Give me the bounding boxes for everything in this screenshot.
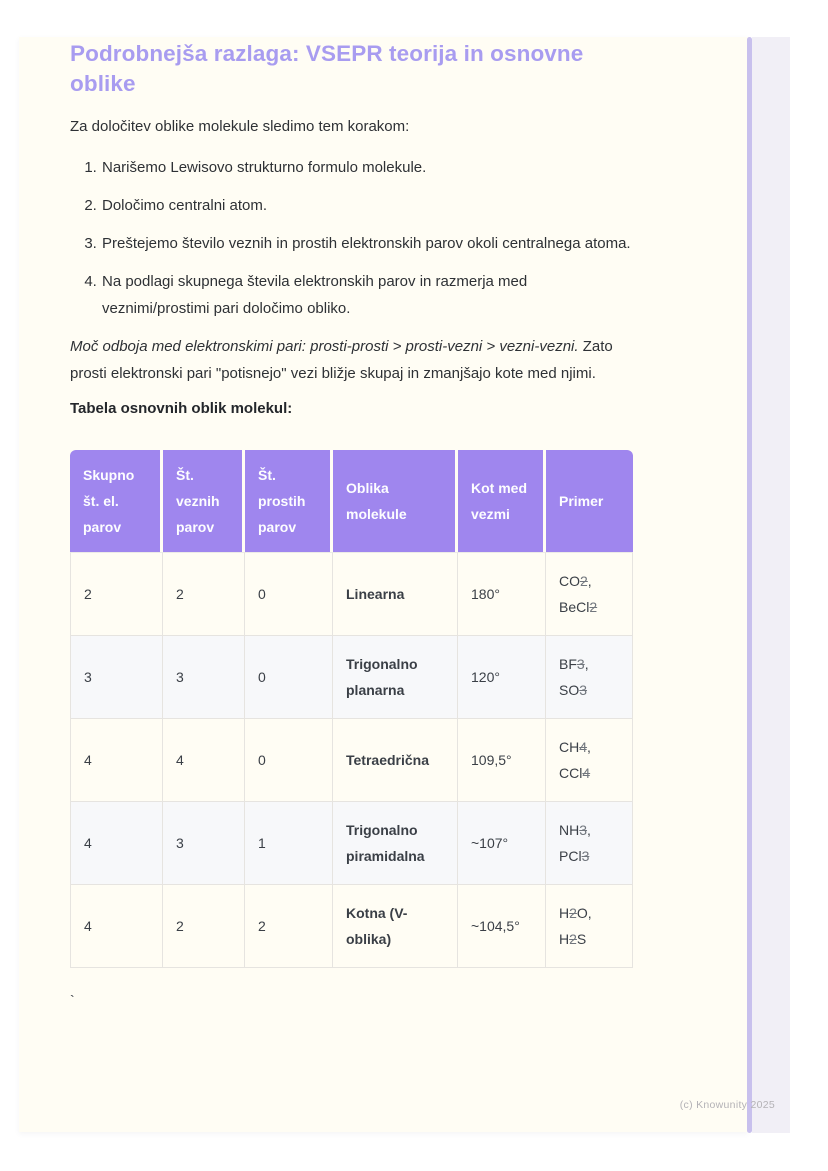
table-header-row	[70, 450, 633, 552]
header-cell-example: Primer	[546, 450, 633, 552]
header-cell-lone-pairs: Št. prostih parov	[245, 450, 333, 552]
step-item-2: 2. Določimo centralni atom.	[101, 192, 633, 219]
header-cell-shape: Oblika molekule	[333, 450, 458, 552]
cell-total-pairs: 3	[70, 636, 163, 719]
cell-total-pairs: 4	[70, 719, 163, 802]
header-cell-bond-angle: Kot med vezmi	[458, 450, 546, 552]
cell-example: CO2, BeCl2	[546, 552, 633, 636]
cell-shape: Trigonalno planarna	[333, 636, 458, 719]
note-regular-sentence: Zato prosti elektronski pari "potisnejo" vezi bližje skupaj in zmanjšajo kote med njimi.	[70, 338, 613, 382]
cell-lone-pairs: 0	[245, 552, 333, 636]
cell-shape: Tetraedrična	[333, 719, 458, 802]
cell-shape: Trigonalno piramidalna	[333, 802, 458, 885]
cell-example: CH4, CCl4	[546, 719, 633, 802]
scrollbar-thumb[interactable]	[747, 37, 752, 1133]
cell-bonding-pairs: 4	[163, 719, 245, 802]
cell-lone-pairs: 2	[245, 885, 333, 968]
cell-lone-pairs: 0	[245, 636, 333, 719]
note-italic-sentence: Moč odboja med elektronskimi pari: prosti-prosti > prosti-vezni > vezni-vezni.	[70, 338, 579, 355]
table-row	[70, 636, 633, 719]
cell-bonding-pairs: 3	[163, 802, 245, 885]
cell-total-pairs: 4	[70, 885, 163, 968]
cell-bond-angle: 109,5°	[458, 719, 546, 802]
header-cell-bonding-pairs: Št. veznih parov	[163, 450, 245, 552]
table-row	[70, 719, 633, 802]
cell-total-pairs: 4	[70, 802, 163, 885]
page-heading: Podrobnejša razlaga: VSEPR teorija in osnovne oblike	[70, 41, 584, 96]
cell-bonding-pairs: 2	[163, 885, 245, 968]
cell-shape: Linearna	[333, 552, 458, 636]
header-cell-total-pairs: Skupno št. el. parov	[70, 450, 163, 552]
table-caption: Tabela osnovnih oblik molekul:	[70, 400, 293, 417]
cell-lone-pairs: 1	[245, 802, 333, 885]
cell-lone-pairs: 0	[245, 719, 333, 802]
molecule-shapes-table	[70, 450, 633, 968]
step-item-4: 4. Na podlagi skupnega števila elektronskih parov in razmerja med veznimi/prostimi pari določimo obliko.	[101, 268, 633, 322]
cell-example: NH3, PCl3	[546, 802, 633, 885]
copyright-footer: (c) Knowunity 2025	[679, 1099, 775, 1111]
cell-bonding-pairs: 2	[163, 552, 245, 636]
cell-total-pairs: 2	[70, 552, 163, 636]
table-row	[70, 802, 633, 885]
cell-bond-angle: 180°	[458, 552, 546, 636]
cell-bond-angle: ~107°	[458, 802, 546, 885]
cell-bond-angle: 120°	[458, 636, 546, 719]
intro-paragraph: Za določitev oblike molekule sledimo tem korakom:	[70, 118, 410, 135]
cell-shape: Kotna (V-oblika)	[333, 885, 458, 968]
next-page-preview	[752, 37, 790, 1133]
step-item-3: 3. Preštejemo število veznih in prostih elektronskih parov okoli centralnega atoma.	[101, 230, 633, 257]
step-item-1: 1. Narišemo Lewisovo strukturno formulo molekule.	[101, 154, 633, 181]
steps-list	[70, 154, 633, 322]
cell-example: H2O, H2S	[546, 885, 633, 968]
table-row	[70, 552, 633, 636]
note-paragraph	[70, 333, 633, 387]
cell-bonding-pairs: 3	[163, 636, 245, 719]
cell-bond-angle: ~104,5°	[458, 885, 546, 968]
cell-example: BF3, SO3	[546, 636, 633, 719]
document-page	[19, 37, 748, 1132]
stray-backtick: `	[70, 992, 75, 1008]
table-row	[70, 885, 633, 968]
